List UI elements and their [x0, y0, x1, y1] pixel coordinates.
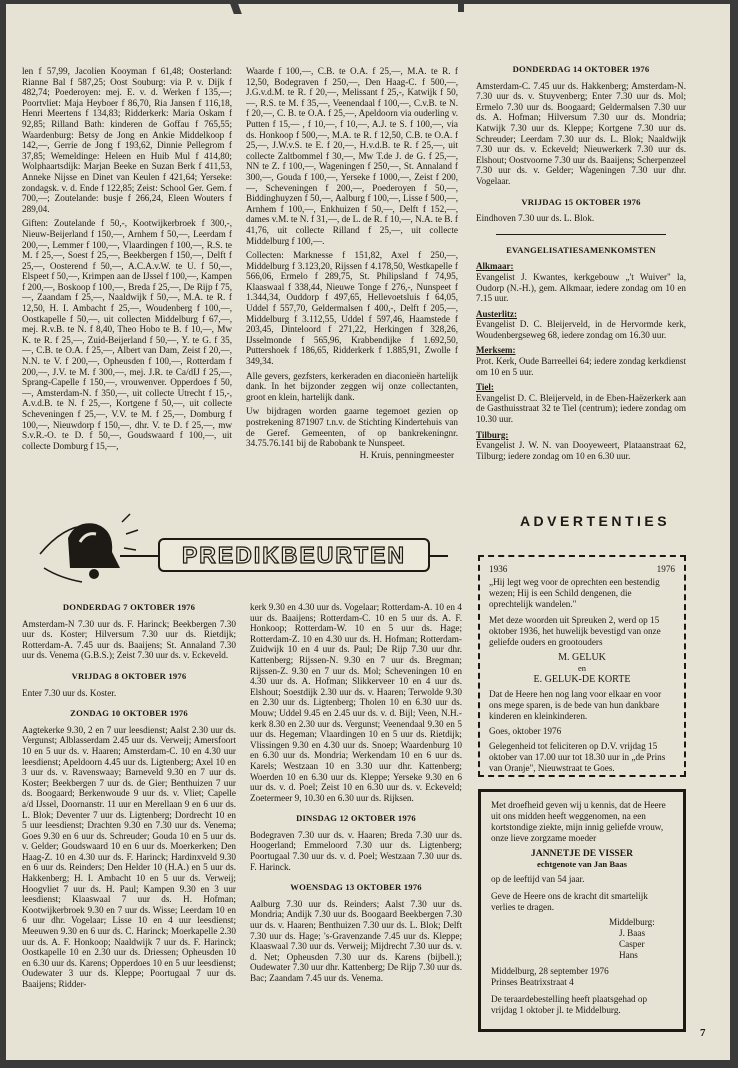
right-column-services	[476, 64, 686, 496]
wednesday-13-services: Aalburg 7.30 uur ds. Reinders; Aalst 7.30 uur ds. Mondria; Andijk 7.30 uur ds. Boogaard Beekbergen 7.30 uur ds. v. Haaren; Benthuizen 7.30 uur ds. L. Blok; Delft 7.30 uur ds. Hage; 's-Gravenzande 7.45 uur ds. Kleppe; Klaaswaal 7.30 uur ds. Verweij; Mijdrecht 7.30 uur ds. v. d. Net; Opheusden 7.30 uur ds. Karens (bijbell.); Oudewater 7.30 uur dhr. Kattenberg; De Rijp 7.30 uur ds. Bac; Zaandam 7.45 uur ds. Venema.	[250, 898, 462, 983]
gifts-continued-paragraph: Waarde f 100,—, C.B. te O.A. f 25,—, M.A. te R. f 12,50, Bodegraven f 250,—, Den Haag-C. f 500,—, J.G.v.d.M. te R. f 20,—, Melissant f 25,-, Katwijk f 50,—, R.S. te M. f 35,—, Veenendaal f 100,—, C.v.B. te N. f 20,—, C. B. te O.A. f 25,—, Apeldoorn via ouderling v. Putten f 15,— , f 10,—, f 10,—, A.J. te S. f 100,—, via ds. Honkoop f 500,—, M.A. te R. f 12,50, C.B. te O.A. f 25,—, J.W.v.S. te E. f 20,—, H.v.d.B. te R. f 25,—, uit collecte Zaltbommel f 30,—, Mw T.de J. de G. f 25,—, NN te Z. f 100,—, Wageningen f 250,—, St. Annaland f 300,—, Gouda f 100,—, Yerseke f 1000,—, Zeist f 200,—, Scheveningen f 200,—, Poederoyen f 50,—, Biddinghuyzen f 50,—, Aalburg f 100,—, Lisse f 500,—, Arnhem f 100,—, Enkhuizen f 50,—, Delft f 152,—, dames v.M. te N. f 31,—, de L. de R. f 10,—, N.A. te B. f 41,76, uit collecte Rilland f 25,—, uit collecte Middelburg f 100,—.	[246, 66, 458, 246]
friday-8-services: Enter 7.30 uur ds. Koster.	[22, 687, 117, 698]
obituary-wish: Geve de Heere ons de kracht dit smartelijk verlies te dragen.	[491, 891, 648, 912]
heading-thursday-7: DONDERDAG 7 OKTOBER 1976	[62, 602, 196, 612]
anniversary-reception: Gelegenheid tot feliciteren op D.V. vrijdag 15 oktober van 17.00 uur tot 18.30 uur in „de Prins van Oranje", Nieuwstraat te Goes.	[489, 741, 666, 773]
wife-name: E. GELUK-DE KORTE	[533, 674, 631, 685]
signature-place: Middelburg:	[609, 917, 655, 927]
bank-info-paragraph: Uw bijdragen worden gaarne tegemoet gezien op postrekening 871907 t.n.v. de Stichting Kindertehuis van de Geref. Gemeenten, of op bankrekeningnr. 34.75.76.141 bij de Rabobank te Nunspeet.	[246, 406, 458, 449]
evangelisation-list	[476, 261, 686, 461]
obituary-date: Middelburg, 28 september 1976	[491, 966, 609, 976]
bell-icon	[68, 523, 120, 579]
anniversary-years	[489, 564, 675, 575]
heading-wednesday-13: WOENSDAG 13 OKTOBER 1976	[290, 882, 422, 893]
sunday-10-services: Aagtekerke 9.30, 2 en 7 uur leesdienst; Aalst 2.30 uur ds. Vergunst; Alblasserdam 2.45 uur ds. Verweij; Amersfoort 10 en 5 uur ds. v. Haaren; Amsterdam-C. 10 en 4.30 uur leesdienst; Apeldoorn 4.45 uur ds. Ligtenberg; Axel 10 en 3 uur ds. v. Ravenswaay; Barneveld 9.30 en 7 uur ds. Koster; Beekbergen 7 uur ds. de Gier; Benthuizen 7 uur ds. Boogaard; Berkenwoude 9 uur ds. v. Vliet; Capelle a/d IJssel, Doornanstr. 11 uur en Merellaan 9 en 6 uur ds. L. Blok; Deventer 7 uur ds. Ligtenberg; Dordrecht 10 en 5 uur leesdienst; Drachten 9.30 en 7.30 uur ds. Venema; Goes 9.30 en 6 uur ds. Schreuder; Gouda 10 en 5 uur ds. v. Gelder; Goudswaard 10 en 6 uur ds. Moerkerken; Den Haag-Z. 10 en 4.30 uur ds. F. Harinck; Hardinxveld 9.30 en 6 uur ds. Reinders; Den Helder 10 (H.A.) en 5 uur ds. Hakkenberg; H. I. Ambacht 10 en 5 uur ds. Verweij; Hoogvliet 7 uur ds. H. Paul; Kampen 9.30 en 3 uur leesdienst; Klaaswaal 7 uur ds. H. Hofman; Kootwijkerbroek 9.30 en 7 uur ds. Wisse; Leerdam 10 en 6 uur dhr. Vogelaar; Lisse 10 en 4 uur leesdienst; Meeuwen 9.30 en 6 uur ds. C. Harinck; Moerkapelle 2.30 uur ds. A. F. Honkoop; Naaldwijk 7 uur ds. F. Harinck; Oostkapelle 10 en 2.30 uur ds. Driessen; Opheusden 10 en 6.30 uur ds. Karens; Opperdoes 10 en 5 uur leesdienst; Oudewater 3 uur ds. Kleppe; Poortugaal 7 uur ds. Baaijens; Ridder-	[22, 724, 236, 989]
banner-rule-right	[430, 555, 448, 557]
anniversary-intro: Met deze woorden uit Spreuken 2, werd op 15 oktober 1936, het huwelijk bevestigd van onze geliefde ouders en grootouders	[489, 615, 661, 647]
page-number: 7	[700, 1027, 706, 1039]
anniversary-announcement	[478, 555, 686, 777]
tuesday-12-services: Bodegraven 7.30 uur ds. v. Haaren; Breda 7.30 uur ds. Hoogerland; Emmeloord 7.30 uur ds. Ligtenberg; Poortugaal 7.30 uur ds. v. d. Poel; Westzaan 7.30 uur ds. F. Harinck.	[250, 829, 462, 872]
obituary-burial: De teraardebestelling heeft plaatsgehad op vrijdag 1 oktober jl. te Middelburg.	[491, 994, 648, 1015]
sermons-column-1	[22, 602, 236, 1032]
and-word: en	[577, 663, 587, 673]
friday-15-services: Eindhoven 7.30 uur ds. L. Blok.	[476, 213, 595, 224]
deceased-name: JANNETJE DE VISSER	[530, 848, 634, 859]
signature-1: J. Baas	[619, 928, 646, 938]
heading-evangelisation: EVANGELISATIESAMENKOMSTEN	[506, 244, 656, 255]
sunday-10-services-continued: kerk 9.30 en 4.30 uur ds. Vogelaar; Rotterdam-A. 10 en 4 uur ds. Baaijens; Rotterdam-C. 10 en 5 uur ds. A. F. Honkoop; Rotterdam-W. 10 en 5 uur ds. Hage; Rotterdam-Z. 10 en 4.30 uur ds. H. Hofman; Rotterdam-Zuidwijk 10 en 4 uur ds. Paul; De Rijp 7.30 uur dhr. Kattenberg; Rijssen-N. 9.30 en 7 uur ds. Bregman; Rijssen-Z. 9.30 en 7 uur ds. Mol; Scheveningen 10 en 4.30 uur ds. A. Hofman; Slikkerveer 10 en 4 uur ds. Elshout; Soestdijk 2.30 uur ds. v. Haaren; Terwolde 9.30 en 2.30 uur ds. Ligtenberg; Tholen 10 en 6.30 uur ds. Mouw; Uddel 9.45 en 2.45 uur ds. v. d. Bijl; Veen, N.H.-kerk 8.30 en 2.30 uur ds. Vergunst; Veenendaal 9.30 en 5 uur ds. Hegeman; Vlaardingen 10 en 5 uur ds. Rietdijk; Vlissingen 9.30 en 4.30 uur ds. Snoep; Waardenburg 10 en 6.30 uur ds. Mondria; Werkendam 10 en 6 uur ds. Karels; Westzaan 10 en 3.30 uur dhr. Kattenberg; Woerden 10 en 6.30 uur ds. Kleppe; Yerseke 9.30 en 6 uur ds. v. d. Poel; Zeist 10 en 6.30 uur ds. v. Eckeveld; Zoetermeer 9, 10.30 en 6.30 uur ds. Rijksen.	[250, 602, 462, 803]
anniversary-quote: „Hij legt weg voor de oprechten een bestendig wezen; Hij is een Schild dengenen, die oprechtelijk wandelen."	[489, 577, 660, 609]
thursday-7-services: Amsterdam-N 7.30 uur ds. F. Harinck; Beekbergen 7.30 uur ds. Koster; Hilversum 7.30 uur ds. Rietdijk; Rotterdam-A. 7.45 uur ds. Baaijens; St. Annaland 7.30 uur ds. Venema (G.B.S.); Zeist 7.30 uur ds. v. Eckeveld.	[22, 618, 236, 661]
sermons-banner-title: PREDIKBEURTEN	[158, 538, 430, 572]
paper-tear	[458, 4, 464, 12]
husband-name: M. GELUK	[558, 652, 606, 663]
ev-place-alkmaar: Alkmaar:	[476, 261, 514, 272]
sermons-column-2	[250, 602, 462, 1032]
deceased-age: op de leeftijd van 54 jaar.	[491, 874, 585, 884]
obituary-signatures	[609, 917, 673, 961]
obituary-address: Prinses Beatrixstraat 4	[491, 977, 574, 987]
year-left: 1936	[489, 564, 508, 574]
divider	[496, 234, 666, 235]
heading-tuesday-12: DINSDAG 12 OKTOBER 1976	[296, 813, 416, 824]
banner-rule-left	[120, 555, 158, 557]
donations-paragraph: len f 57,99, Jacolien Kooyman f 61,48; Oosterland: Rianne Bal f 587,25; Oost Souburg: via P. v. Dijk f 482,74; Poederoyen: mej. E. v. d. Werken f 135,—; Poortvliet: Maja Heyboer f 86,70, Ria Jansen f 116,18, Henri Meertens f 134,83; Ridderkerk: Maria Oskam f 92,85; Rilland Bath: kinderen de Goffau f 765,55; Waardenburg: Betsy de Jong en Ankie Middelkoop f 142,—, Gerrie de Jong f 193,62, Dinnie Pellegrom f 37,85; Wemeldinge: Heleen en Huib Mul f 414,80; Wolphaartsdijk: Marjan Beeke en Suzan Berk f 411,53, Anneke Nijsse en Dinet van Keulen f 421,64; Yerseke: zondagsk. v. d. Ende f 122,85; Zeist: School Ger. Gem. f 700,—; Zoutelande: busje f 266,24, Eleen Wouters f 289,04.	[22, 66, 232, 214]
donations-column-2	[246, 66, 458, 494]
thursday-14-services: Amsterdam-C. 7.45 uur ds. Hakkenberg; Amsterdam-N. 7.30 uur ds. v. Stuyvenberg; Enter 7.30 uur ds. Mol; Ermelo 7.30 uur ds. Boogaard; Geldermalsen 7.30 uur ds. A. Hofman; Hilversum 7.30 uur ds. Mondria; Katwijk 7.30 uur ds. Kleppe; Kortgene 7.30 uur ds. Schreuder; Leerdam 7.30 uur ds. L. Blok; Naaldwijk 7.30 uur ds. v. Eckeveld; Nieuwerkerk 7.30 uur ds. Elshout; Oostvoorne 7.30 uur ds. Baaijens; Scherpenzeel 7.30 uur ds. v. Gelder; Wageningen 7.30 uur dhr. Vogelaar.	[476, 80, 686, 186]
ev-text-merksem: Prot. Kerk, Oude Barreellei 64; iedere zondag kerkdienst om 10 en 5 uur.	[476, 356, 686, 377]
ev-text-alkmaar: Evangelist J. Kwantes, kerkgebouw „'t Wuiver" la, Oudorp (N.-H.), gem. Alkmaar, iedere zondag om 10 en 7.15 uur.	[476, 271, 686, 304]
treasurer-signature: H. Kruis, penningmeester	[359, 449, 454, 460]
collections-paragraph: Collecten: Marknesse f 151,82, Axel f 250,—, Middelburg f 3.123,20, Rijssen f 4.178,50, Westkapelle f 566,06, Ermelo f 289,75, St. Philipsland f 74,95, Klaaswaal f 338,44, Nieuwe Tonge f 276,-, Nunspeet f 1.344,34, Ouddorp f 497,65, Hellevoetsluis f 64,05, Uddel f 557,70, Geldermalsen f 400,-, Delft f 205,—, Middelburg f 3.112,55, Uddel f 597,46, Haamstede f 203,45, Dinteloord f 271,22, Herkingen f 328,26, IJsselmonde f 565,96, Krabbendijke f 1.692,50, Puttershoek f 186,65, Ridderkerk f 1.885,91, Zwolle f 349,34.	[246, 250, 458, 367]
obituary-intro: Met droefheid geven wij u kennis, dat de Heere uit ons midden heeft weggenomen, na een kortstondige ziekte, mijn innig geliefde vrouw, onze lieve zorgzame moeder	[491, 800, 666, 843]
ev-place-tilburg: Tilburg:	[476, 429, 509, 440]
ev-place-merksem: Merksem:	[476, 345, 516, 356]
obituary-announcement	[478, 789, 686, 1032]
heading-thursday-14: DONDERDAG 14 OKTOBER 1976	[512, 64, 650, 74]
ev-place-austerlitz: Austerlitz:	[476, 308, 517, 319]
ev-text-austerlitz: Evangelist D. C. Bleijerveld, in de Hervormde kerk, Woudenbergseweg 68, iedere zondag om 16.30 uur.	[476, 319, 686, 340]
ev-place-tiel: Tiel:	[476, 382, 494, 393]
anniversary-wish: Dat de Heere hen nog lang voor elkaar en voor ons mege sparen, is de bede van hun dankbare kinderen en kleinkinderen.	[489, 689, 662, 721]
anniversary-date: Goes, oktober 1976	[489, 726, 562, 736]
heading-sunday-10: ZONDAG 10 OKTOBER 1976	[70, 708, 188, 719]
advertisements-title: ADVERTENTIES	[519, 513, 671, 529]
deceased-spouse: echtgenote van Jan Baas	[537, 859, 627, 869]
signature-2: Casper	[619, 939, 645, 949]
ev-text-tiel: Evangelist D. C. Bleijerveld, in de Eben-Haëzerkerk aan de Gasthuisstraat 32 te Tiel (centrum); iedere zondag om 10.30 uur.	[476, 392, 686, 425]
thanks-paragraph: Alle gevers, gezfsters, kerkeraden en diaconieën hartelijk dank. In het bijzonder zeggen wij onze collectanten, groot en klein, hartelijk dank.	[246, 370, 458, 402]
signature-3: Hans	[619, 950, 638, 960]
donations-column-1	[22, 66, 232, 494]
heading-friday-15: VRIJDAG 15 OKTOBER 1976	[521, 196, 641, 207]
year-right: 1976	[656, 564, 675, 574]
gifts-paragraph: Giften: Zoutelande f 50,-, Kootwijkerbroek f 300,-, Nieuw-Beijerland f 150,—, Arnhem f 50,—, Leerdam f 200,—, Lemmer f 100,—, Vlaardingen f 100,—, R.S. te M. f 25,—, Soest f 25,—, Beekbergen f 150,—, Delft f 25,—, Oosterend f 50,—, A.C.A.v.W. te U. f 50,—, Elspeet f 50,—, Krimpen aan de IJssel f 100,—, Kampen f 200,—, Boskoop f 100,—, Breda f 25,—, De Rijp f 75,—, Zaandam f 25,—, Naaldwijk f 50,—, M.A. te R. f 12,50, H. I. Ambacht f 25,—, Woudenberg f 100,—, Oostkapelle f 50,—, uit collecten Middelburg f 67,—, mej. R.v.B. te N. f 8,40, Theo Hobo te B. f 10,—, Mw K. te R. f 25,—, Zuid-Beijerland f 50,—, Y. te G. f 35,—, C.B. te O.A. f 25,—, Albert van Dam, Zeist f 20,—, N.N. te V. f 200,—, Opheusden f 100,—, Rotterdam f 200,—, J.V. te M. f 300,—, mej. J.R. te Ca/dIJ f 25,—, Sprang-Capelle f 150,—, vrouwenver. Opperdoes f 50,—, Amsterdam-N. f 350,—, uit collecte Utrecht f 15,-, A.v.d.B. te N. f 25,—, Kortgene f 50,—, uit collecte Scheveningen f 25,—, V.V. te M. f 25,—, Domburg f 100,—, Nieuwdorp f 150,—, dhr. V. te D. f 25,—, mw S.v.R.-O. te D. f 50,—, Goudswaard f 100,—, uit collecte Domburg f 15,—,	[22, 218, 232, 451]
ev-text-tilburg: Evangelist J. W. N. van Dooyeweert, Plataanstraat 62, Tilburg; iedere zondag om 10 en 6.30 uur.	[476, 440, 686, 461]
heading-friday-8: VRIJDAG 8 OKTOBER 1976	[71, 670, 187, 681]
